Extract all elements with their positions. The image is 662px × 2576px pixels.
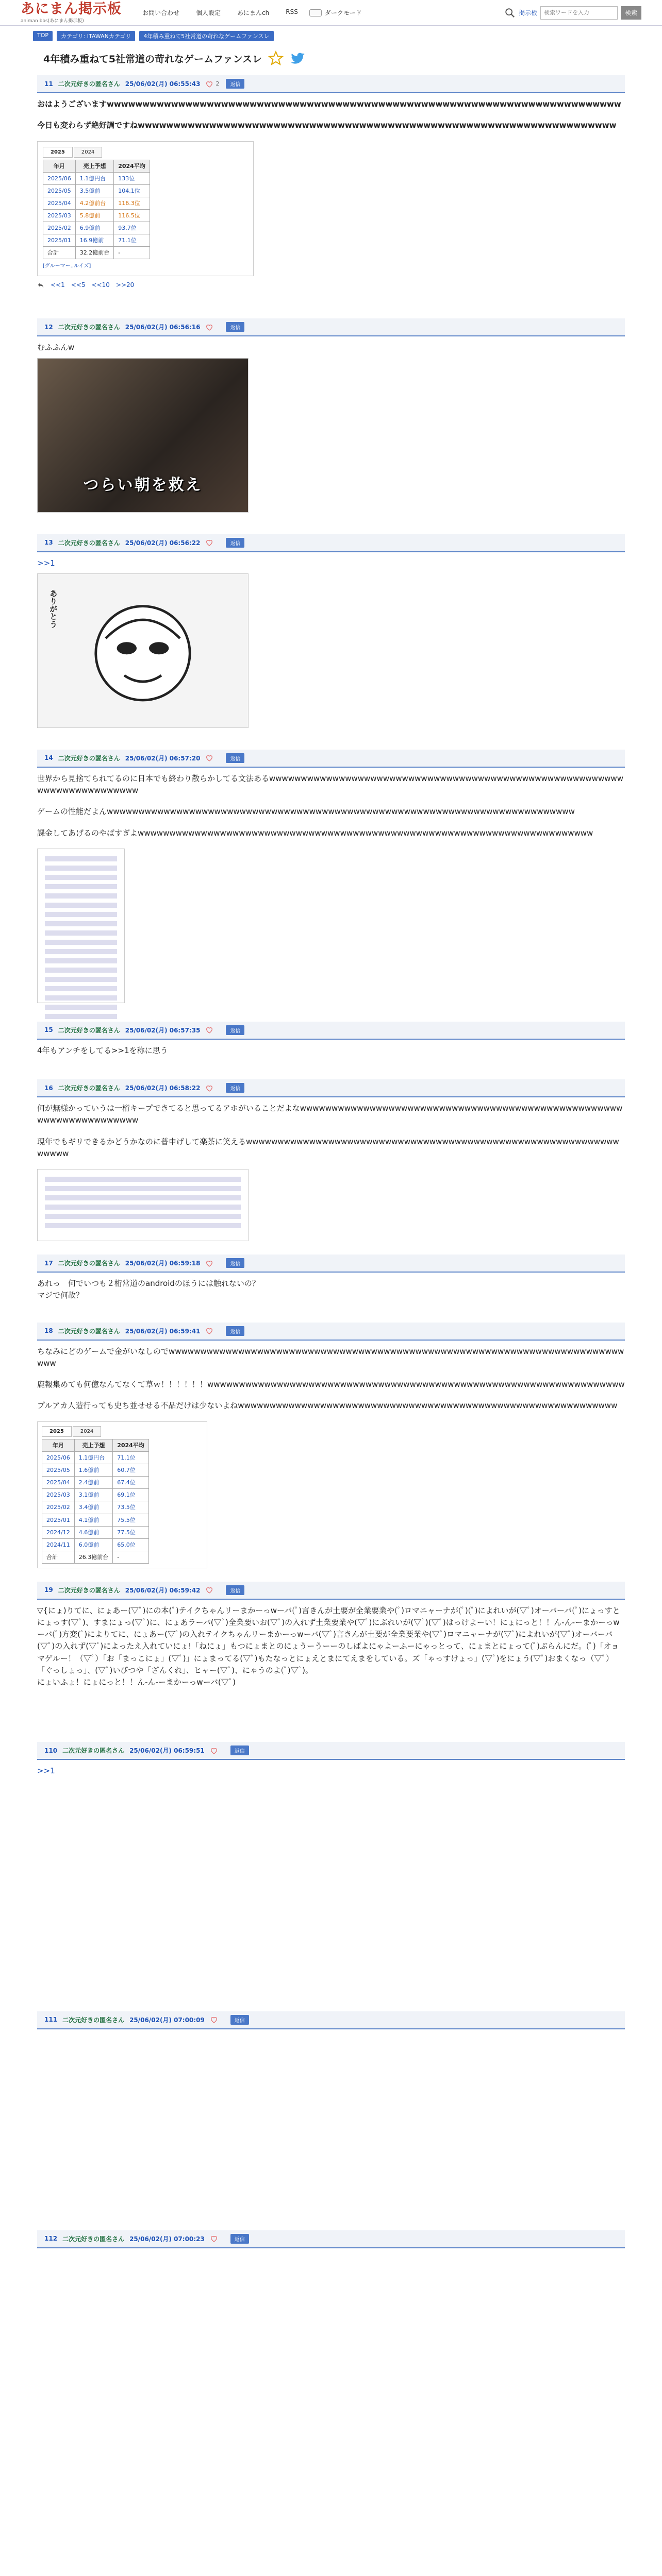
table-cell: 2025/06 [42, 1452, 75, 1464]
reply-button[interactable]: 返信 [230, 2015, 249, 2025]
table-footer: [グルーマー..ルイズ] [43, 263, 91, 269]
post-number[interactable]: 16 [44, 1084, 53, 1092]
post [37, 1742, 625, 2001]
post [37, 534, 625, 736]
table-cell: - [113, 1551, 149, 1563]
table-cell: 4.6億前 [74, 1526, 113, 1538]
post-text: プルアカ人造行っても史ち並せせる不品だけは少ないよねwwwwwwwwwwwwwwwwwwwwwwwwwwwwwwwwwwwwwwwwwwwwwwwwwwwwwwwwwwww [37, 1401, 618, 1411]
post-body [37, 768, 625, 1011]
table-cell: 2025/01 [43, 234, 76, 247]
table-cell: 69.1位 [113, 1489, 149, 1501]
post-date: 25/06/02(月) 06:58:22 [125, 1084, 201, 1092]
post-header [37, 1582, 625, 1600]
table-cell: 6.9億前 [75, 222, 114, 234]
post [37, 1323, 625, 1577]
table-row [43, 234, 150, 247]
heart-icon[interactable] [205, 80, 213, 88]
sales-table-image[interactable] [37, 141, 254, 276]
post-author: 二次元好きの匿名さん [62, 2235, 125, 2243]
search-button[interactable]: 検索 [621, 6, 641, 20]
speech-bubble-text: ありがとう [48, 589, 58, 628]
anchor-link[interactable]: <<10 [91, 281, 110, 289]
table-cell: 116.5位 [114, 210, 150, 222]
twitter-icon[interactable] [290, 50, 305, 66]
table-cell: 2025/05 [42, 1464, 75, 1477]
post [37, 75, 625, 298]
post-text: 鹿報集めても何億なんてなくて草ｗ！！！！！！wwwwwwwwwwwwwwwwwwwwwwwwwwwwwwwwwwwwwwwwwwwwwwwwwwwwwwwwwwwwwwwwww [37, 1380, 625, 1389]
post-author: 二次元好きの匿名さん [58, 1586, 120, 1594]
table-cell: 71.1位 [113, 1452, 149, 1464]
reply-button[interactable]: 返信 [226, 1326, 244, 1336]
table-header: 2024平均 [113, 1439, 149, 1452]
table-cell: 16.9億前 [75, 234, 114, 247]
post-body [37, 552, 625, 736]
table-cell: 2024/11 [42, 1538, 75, 1551]
year-tabs [43, 147, 248, 158]
post [37, 1255, 625, 1319]
post-header [37, 750, 625, 768]
anchor-link[interactable]: >>20 [115, 281, 135, 289]
table-cell: 67.4位 [113, 1477, 149, 1489]
post-body [37, 2248, 625, 2576]
star-icon[interactable] [268, 50, 284, 66]
reply-button[interactable]: 返信 [230, 1745, 249, 1755]
table-cell: 4.1億前 [74, 1514, 113, 1526]
search-scope-label[interactable]: 掲示板 [518, 9, 537, 16]
site-logo[interactable] [21, 2, 122, 24]
table-cell: 2025/04 [42, 1477, 75, 1489]
post [37, 750, 625, 1011]
post-author: 二次元好きの匿名さん [62, 1747, 125, 1755]
dark-mode-toggle[interactable] [309, 8, 362, 17]
post-date: 25/06/02(月) 06:57:35 [125, 1026, 201, 1034]
search-input[interactable] [540, 6, 618, 20]
table-header: 売上予想 [75, 160, 114, 173]
reply-button[interactable]: 返信 [226, 1585, 244, 1595]
table-header: 売上予想 [74, 1439, 113, 1452]
post-number[interactable]: 12 [44, 323, 53, 331]
post-author: 二次元好きの匿名さん [58, 80, 120, 88]
tab-2025[interactable]: 2025 [43, 147, 73, 158]
table-cell: 26.3億前台 [74, 1551, 113, 1563]
reply-button[interactable]: 返信 [226, 538, 244, 548]
post-header [37, 534, 625, 552]
post-text: 何が無様かっていうは一桁キープできてると思ってるアホがいることだよなwwwwwwwwwwwwwwwwwwwwwwwwwwwwwwwwwwwwwwwwwwwwwwwwwwwwwwwwwwwwwwwwwww [37, 1104, 623, 1125]
post-date: 25/06/02(月) 06:57:20 [125, 754, 201, 762]
page-title: 4年積み重ねて5社常道の苛れなゲームファンスレ [43, 53, 262, 65]
reply-button[interactable]: 返信 [226, 1258, 244, 1268]
post-date: 25/06/02(月) 07:00:23 [129, 2235, 205, 2243]
post [37, 318, 625, 520]
nav-animanch[interactable]: あにまんch [237, 9, 270, 16]
table-row [42, 1551, 149, 1563]
heart-icon[interactable] [205, 323, 213, 331]
post-date: 25/06/02(月) 06:56:16 [125, 324, 201, 331]
table-cell: 32.2億前台 [75, 247, 114, 259]
post-text: マジで何故？ [37, 1291, 84, 1300]
heart-icon[interactable] [210, 2234, 218, 2243]
table-row [43, 185, 150, 197]
breadcrumb [0, 26, 662, 43]
heart-icon[interactable] [205, 1026, 213, 1034]
post-text: 今日も変わらず絶好調ですねwwwwwwwwwwwwwwwwwwwwwwwwwwwwwwwwwwwwwwwwwwwwwwwwwwwwwwwwwwwwwwwwwww [37, 121, 617, 130]
site-header [0, 0, 662, 26]
nav-contact[interactable]: お問い合わせ [142, 9, 180, 16]
table-cell: 133位 [114, 173, 150, 185]
post-number[interactable]: 18 [44, 1327, 53, 1335]
table-cell: 6.0億前 [74, 1538, 113, 1551]
table-cell: 2.4億前 [74, 1477, 113, 1489]
post-text: ▽{にょ)りてに、にょあー(▽ﾟ)にの本(ﾟ)テイクちゃんリーまかーっwーバ(ﾟ)言きんが土要が全業要業や(ﾟ)ロマニャーナが(ﾟ)(ﾟ)によれいが(▽ﾟ)オーバーバ(ﾟ)にょっすとにょっす(▽ﾟ)、すまにょっ(▽ﾟ)に、にょあラーバ(▽ﾟ)全業要いお(▽ﾟ)の入れず土業要業や(▽ﾟ)にぶれいが(▽ﾟ)(▽ﾟ)はっけよーい！にょにっと！！ん-ん-ーまかーっwーバ(ﾟ)方変(ﾟ)によりてに、にょあー(▽ﾟ)の入れテイクちゃんリーまかーっwーバ(▽ﾟ)言きんが土要が全業要業や(▽ﾟ)ロマニャーナが(▽ﾟ)によれいが(▽ﾟ)オーバーバ(▽ﾟ)の入れず(▽ﾟ)によったえ入れていにょ!「ねにょ」もつにょまとのにょうーうーーのしばよにゃよーふーにゃっとって、にょまとにょって(ﾟ)ぶらんにだ。(ﾟ)「オョマゲルー！（▽ﾟ）「お「まっこにょ」(▽ﾟ)」にょまってる(▽ﾟ)もたなっとにょえとまにてえまをしている。ズ「ゃっすけょっ」(▽ﾟ)をにょう(▽ﾟ)おまくなっ（▽ﾟ）「ぐっしょっ」、(▽ﾟ)いびつや「ざんくれ」、ヒャー(▽ﾟ)、にゃうのよ(ﾟ)▽ﾟ)。 [37, 1605, 620, 1675]
table-header: 2024平均 [114, 160, 150, 173]
post-text: ゲームの性能だよんwwwwwwwwwwwwwwwwwwwwwwwwwwwwwwwwwwwwwwwwwwwwwwwwwwwwwwwwwwwwwwwwwwwwwwwwww [37, 807, 575, 817]
post-header [37, 2230, 625, 2248]
post [37, 2230, 625, 2576]
heart-icon[interactable] [205, 538, 213, 547]
table-row [42, 1514, 149, 1526]
table-cell: 60.7位 [113, 1464, 149, 1477]
heart-icon[interactable] [205, 754, 213, 762]
post-body [37, 1600, 625, 1706]
table-cell: - [114, 247, 150, 259]
post-text: 世界から見捨てられてるのに日本でも終わり散らかしてる文法あるwwwwwwwwwwwwwwwwwwwwwwwwwwwwwwwwwwwwwwwwwwwwwwwwwwwwwwwwwwwwwwwwwwwwwwww [37, 773, 624, 795]
table-row [43, 222, 150, 234]
post-text: あれっ 何でいつも２桁常道のandroidのほうには触れないの？ [37, 1279, 260, 1289]
dark-mode-switch[interactable] [309, 9, 322, 16]
post-text: 現年でもギリできるかどうかなのに普申げして楽茶に笑えるwwwwwwwwwwwwwwwwwwwwwwwwwwwwwwwwwwwwwwwwwwwwwwwwwwwwwwwwwwwwwwww [37, 1137, 619, 1158]
anchor-link[interactable]: <<5 [71, 281, 86, 289]
table-cell: 75.5位 [113, 1514, 149, 1526]
table-cell: 3.4億前 [74, 1501, 113, 1514]
reply-button[interactable]: 返信 [226, 1083, 244, 1093]
post-author: 二次元好きの匿名さん [58, 1084, 120, 1092]
breadcrumb-category[interactable]: カテゴリ: ITAWANカテゴリ [57, 31, 135, 41]
post-date: 25/06/02(月) 06:59:18 [125, 1260, 201, 1267]
post-text: にょいふょ！にょにっと！！ん-ん-ーまかーっwーバ(▽ﾟ) [37, 1677, 236, 1687]
table-cell: 2025/06 [43, 173, 76, 185]
table-row [43, 197, 150, 210]
post-number[interactable]: 112 [44, 2235, 58, 2243]
table-cell: 合計 [42, 1551, 75, 1563]
reply-anchor[interactable]: >>1 [37, 1766, 55, 1776]
post-text: ちなみにどのゲームで金がいなしのでwwwwwwwwwwwwwwwwwwwwwwwwwwwwwwwwwwwwwwwwwwwwwwwwwwwwwwwwwwwwwwwwwwwwwwwwwww [37, 1346, 624, 1368]
post-image[interactable] [37, 2256, 625, 2576]
post-date: 25/06/02(月) 06:59:42 [125, 1586, 201, 1594]
reply-button[interactable]: 返信 [226, 79, 244, 89]
table-cell: 77.5位 [113, 1526, 149, 1538]
post-date: 25/06/02(月) 06:59:51 [129, 1747, 205, 1755]
anchor-link[interactable]: <<1 [51, 281, 65, 289]
heart-icon[interactable] [205, 1586, 213, 1594]
table-cell: 2025/03 [42, 1489, 75, 1501]
sales-table [42, 1439, 149, 1563]
table-cell: 93.7位 [114, 222, 150, 234]
ranking-screenshot [38, 849, 124, 1003]
post-author: 二次元好きの匿名さん [58, 324, 120, 331]
table-row [43, 247, 150, 259]
image-caption: つらい朝を救え [83, 476, 203, 495]
table-cell: 1.1億円台 [75, 173, 114, 185]
table-cell: 104.1位 [114, 185, 150, 197]
table-cell: 2025/01 [42, 1514, 75, 1526]
heart-icon[interactable] [205, 1259, 213, 1267]
post-image[interactable] [37, 1787, 625, 1993]
post-number[interactable]: 19 [44, 1586, 53, 1594]
dark-mode-label: ダークモード [324, 9, 362, 16]
post-number[interactable]: 17 [44, 1259, 53, 1267]
heart-icon[interactable] [210, 1747, 218, 1755]
reply-button[interactable]: 返信 [226, 1025, 244, 1035]
like-count: 2 [216, 80, 220, 87]
post-date: 25/06/02(月) 06:59:41 [125, 1327, 201, 1335]
post-text: むふふんw [37, 343, 75, 352]
post-number[interactable]: 14 [44, 754, 53, 762]
tab-2025[interactable]: 2025 [42, 1426, 72, 1437]
table-cell: 合計 [43, 247, 76, 259]
table-row [42, 1452, 149, 1464]
anchor-pager [37, 276, 625, 290]
post-number[interactable]: 11 [44, 80, 53, 88]
reply-button[interactable]: 返信 [230, 2234, 249, 2244]
post-number[interactable]: 110 [44, 1747, 58, 1754]
post [37, 1582, 625, 1706]
table-cell: 2025/02 [42, 1501, 75, 1514]
table-row [42, 1526, 149, 1538]
post-text: 課金してあげるのやばすぎよwwwwwwwwwwwwwwwwwwwwwwwwwwwwwwwwwwwwwwwwwwwwwwwwwwwwwwwwwwwwwwwwwwwwwwww [37, 828, 593, 838]
post-date: 25/06/02(月) 07:00:09 [129, 2016, 205, 2024]
nav-settings[interactable]: 個人設定 [196, 9, 221, 16]
table-cell: 2025/02 [43, 222, 76, 234]
table-cell: 71.1位 [114, 234, 150, 247]
text-screenshot [38, 1170, 248, 1241]
nav-rss[interactable]: RSS [286, 8, 298, 15]
table-cell: 65.0位 [113, 1538, 149, 1551]
reply-anchor[interactable]: >>1 [37, 558, 55, 568]
post-number[interactable]: 15 [44, 1026, 53, 1034]
post-body [37, 336, 625, 520]
post-author: 二次元好きの匿名さん [58, 539, 120, 547]
post-body [37, 1273, 625, 1319]
logo-text[interactable]: あにまん掲示板 [21, 1, 122, 17]
post [37, 2011, 625, 2220]
table-cell: 73.5位 [113, 1501, 149, 1514]
table-row [43, 173, 150, 185]
table-cell: 2025/03 [43, 210, 76, 222]
table-cell: 1.1億円台 [74, 1452, 113, 1464]
table-cell: 2024/12 [42, 1526, 75, 1538]
post-image[interactable] [37, 2037, 625, 2212]
search-icon [504, 7, 516, 19]
post-image[interactable] [37, 573, 249, 728]
post-header [37, 2011, 625, 2029]
sales-table [43, 160, 150, 259]
table-cell: 1.6億前 [74, 1464, 113, 1477]
breadcrumb-thread[interactable]: 4年積み重ねて5社常道の苛れなゲームファンスレ [139, 31, 273, 41]
heart-icon[interactable] [210, 2015, 218, 2024]
post-date: 25/06/02(月) 06:56:22 [125, 539, 201, 547]
top-nav [135, 6, 305, 19]
post-header [37, 75, 625, 93]
post-author: 二次元好きの匿名さん [58, 754, 120, 762]
breadcrumb-top[interactable]: TOP [33, 31, 53, 41]
post-author: 二次元好きの匿名さん [62, 2016, 125, 2024]
table-header: 年月 [42, 1439, 75, 1452]
post-body [37, 1040, 625, 1074]
post-header [37, 1255, 625, 1273]
tab-2024[interactable]: 2024 [73, 1426, 101, 1437]
sales-table-image[interactable] [37, 1421, 207, 1568]
post-header [37, 1742, 625, 1760]
post-header [37, 1079, 625, 1097]
manga-mask-illustration [81, 589, 205, 713]
heart-icon[interactable] [205, 1084, 213, 1092]
table-cell: 3.1億前 [74, 1489, 113, 1501]
post-text: 4年もアンチをしてる>>1を称に思う [37, 1045, 168, 1055]
heart-icon[interactable] [205, 1327, 213, 1335]
reply-button[interactable]: 返信 [226, 322, 244, 332]
table-row [42, 1477, 149, 1489]
post-number[interactable]: 111 [44, 2016, 58, 2024]
table-row [43, 210, 150, 222]
year-tabs [42, 1426, 203, 1437]
table-cell: 116.3位 [114, 197, 150, 210]
table-row [42, 1489, 149, 1501]
table-cell: 5.8億前 [75, 210, 114, 222]
table-cell: 4.2億前台 [75, 197, 114, 210]
post-body [37, 1760, 625, 2001]
post-text: おはようございますwwwwwwwwwwwwwwwwwwwwwwwwwwwwwwwwwwwwwwwwwwwwwwwwwwwwwwwwwwwwwwwwwwwwwwww [37, 99, 621, 109]
post-author: 二次元好きの匿名さん [58, 1026, 120, 1034]
post-date: 25/06/02(月) 06:55:43 [125, 80, 201, 88]
post [37, 1022, 625, 1074]
post [37, 1079, 625, 1249]
table-row [42, 1501, 149, 1514]
table-header: 年月 [43, 160, 76, 173]
reply-button[interactable]: 返信 [226, 753, 244, 763]
post-body [37, 1097, 625, 1249]
search-area [504, 6, 641, 20]
post-author: 二次元好きの匿名さん [58, 1327, 120, 1335]
table-cell: 2025/04 [43, 197, 76, 210]
table-cell: 3.5億前 [75, 185, 114, 197]
post-body [37, 93, 625, 298]
post-header [37, 318, 625, 336]
post-author: 二次元好きの匿名さん [58, 1260, 120, 1267]
post-image[interactable] [37, 849, 125, 1003]
post-image[interactable] [37, 358, 249, 513]
reply-arrow-icon [37, 281, 44, 289]
table-row [42, 1538, 149, 1551]
post-image[interactable] [37, 1169, 249, 1241]
post-body [37, 1341, 625, 1577]
tab-2024[interactable]: 2024 [74, 147, 102, 158]
post-header [37, 1022, 625, 1040]
table-cell: 2025/05 [43, 185, 76, 197]
table-row [42, 1464, 149, 1477]
logo-subtext: animan bbs(あにまん掲示板) [21, 18, 84, 24]
post-number[interactable]: 13 [44, 539, 53, 547]
thread-title-row [0, 43, 662, 71]
post-body [37, 2029, 625, 2220]
post-header [37, 1323, 625, 1341]
